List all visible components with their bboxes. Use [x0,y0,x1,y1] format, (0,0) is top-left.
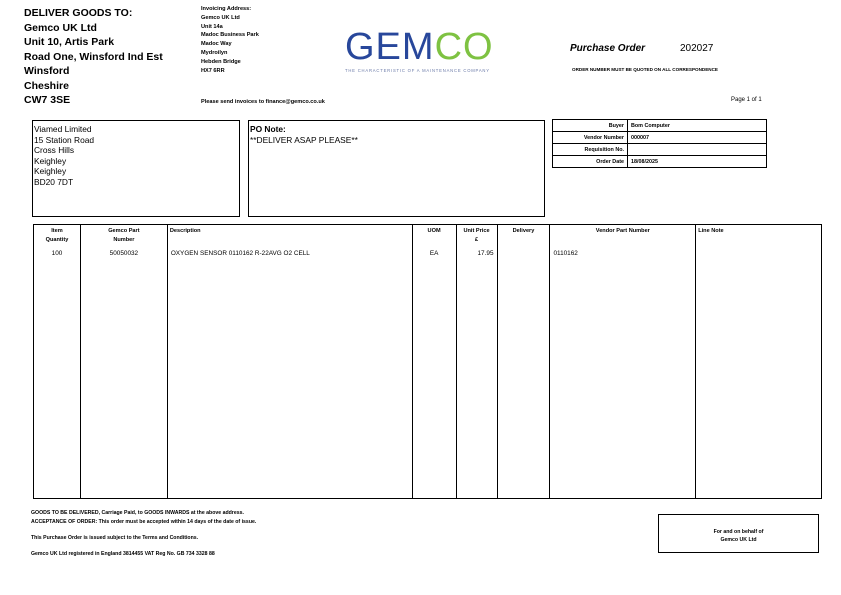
gemco-logo [345,28,527,73]
deliver-block [24,6,163,108]
deliver-line: Winsford [24,65,70,77]
info-value: Bom Computer [628,120,767,132]
signoff-line: For and on behalf of [713,529,764,535]
cell-delivery [497,247,550,499]
signoff-line: Gemco UK Ltd [720,537,757,543]
info-label: Requisition No. [553,144,628,156]
cell-line-note [696,247,822,499]
header-unit-price: Unit Price £ [456,225,497,248]
info-value: 000007 [628,132,767,144]
cell-uom: EA [412,247,456,499]
header-description: Description [167,225,412,248]
header-part-number: Gemco Part Number [80,225,167,248]
header-delivery: Delivery [497,225,550,248]
cell-unit-price: 17.95 [456,247,497,499]
table-header-row [34,225,822,248]
invoicing-line: Mydroilyn [201,49,228,56]
info-row [553,156,767,168]
info-value [628,144,767,156]
cell-part-number: 50050032 [80,247,167,499]
deliver-line: Cheshire [24,79,69,92]
po-note-box [248,120,545,217]
invoicing-block [201,5,259,75]
po-notice: ORDER NUMBER MUST BE QUOTED ON ALL CORRESPONDENCE [572,67,718,72]
vendor-line: 15 Station Road [34,134,95,145]
info-row [553,120,767,132]
signoff-box [658,514,819,553]
header-quantity: Item Quantity [34,225,81,248]
deliver-line: Gemco UK Ltd [24,21,97,34]
vendor-line: BD20 7DT [34,176,74,187]
vendor-line: Cross Hills [34,145,75,155]
footer-registration: Gemco UK Ltd registered in England 3814455 VAT Reg No. GB 734 3328 88 [31,551,215,557]
po-note-label: PO Note: [250,124,286,134]
order-info-table [552,119,767,168]
logo-tagline: THE CHARACTERISTIC OF A MAINTENANCE COMPANY [345,68,490,73]
table-row [34,247,822,499]
vendor-line: Keighley [34,155,67,166]
invoice-email-note: Please send invoices to finance@gemco.co.uk [201,99,325,105]
info-value: 18/08/2025 [628,156,767,168]
invoicing-line: Gemco UK Ltd [201,14,240,21]
invoicing-line: HX7 6RR [201,67,225,74]
invoicing-line: Hebden Bridge [201,58,241,65]
footer-terms: This Purchase Order is issued subject to the Terms and Conditions. [31,535,199,541]
info-label: Vendor Number [553,132,628,144]
line-items-table [33,224,822,499]
po-note-text: **DELIVER ASAP PLEASE** [250,134,358,145]
page-number: Page 1 of 1 [731,97,762,103]
cell-description: OXYGEN SENSOR 0110162 R-22AVG O2 CELL [167,247,412,499]
deliver-line: CW7 3SE [24,94,71,106]
po-title: Purchase Order [570,43,646,54]
invoicing-line: Madoc Business Park [201,32,259,39]
deliver-heading: DELIVER GOODS TO: [24,7,133,19]
info-label: Buyer [553,120,628,132]
footer-acceptance: ACCEPTANCE OF ORDER: This order must be accepted within 14 days of the date of issue. [31,519,257,525]
deliver-line: Road One, Winsford Ind Est [24,50,163,63]
header-uom: UOM [412,225,456,248]
invoicing-line: Unit 14a [201,23,223,30]
deliver-line: Unit 10, Artis Park [24,36,115,48]
info-row [553,144,767,156]
footer-delivery-terms: GOODS TO BE DELIVERED, Carriage Paid, to GOODS INWARDS at the above address. [31,510,244,516]
header-line-note: Line Note [696,225,822,248]
cell-quantity: 100 [34,247,81,499]
vendor-line: Viamed Limited [34,124,92,134]
vendor-line: Keighley [34,166,67,176]
info-row [553,132,767,144]
info-label: Order Date [553,156,628,168]
invoicing-heading: Invoicing Address: [201,6,252,12]
cell-vendor-part: 0110162 [550,247,696,499]
logo-wordmark: GEMCO [345,26,494,68]
invoicing-line: Madoc Way [201,41,232,48]
header-vendor-part: Vendor Part Number [550,225,696,248]
po-number: 202027 [680,43,714,54]
vendor-address-box [32,120,240,217]
